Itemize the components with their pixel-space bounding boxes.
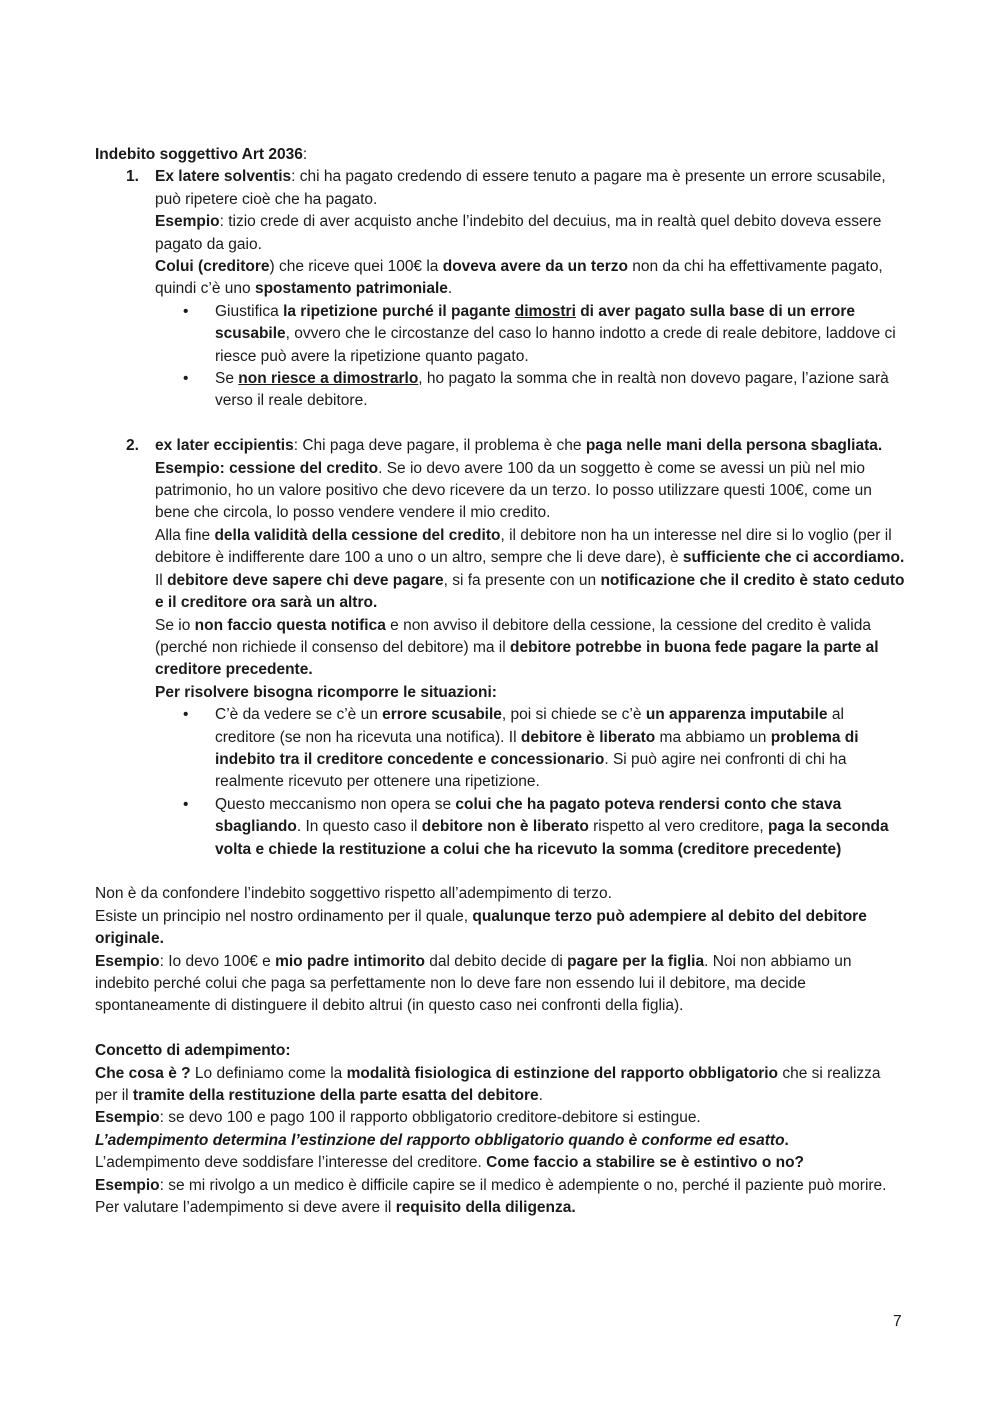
bold-text: debitore è liberato <box>520 728 656 746</box>
text: al creditore (se non ha ricevuta una notifica). Il <box>215 706 844 746</box>
paragraph <box>95 1152 907 1174</box>
bold-underline-text: non riesce a dimostrarlo <box>238 370 419 388</box>
text: , si fa presente con un <box>443 571 601 589</box>
paragraph <box>155 525 907 615</box>
paragraph <box>215 368 907 413</box>
text: e non avviso il debitore della cessione, la cessione del credito è valida (perché non richiede il consenso del debitore) ma il <box>155 616 871 656</box>
text: : tizio crede di aver acquisto anche l’indebito del decuius, ma in realtà quel debito doveva essere pagato da gaio. <box>155 213 882 253</box>
bullet-item <box>155 704 907 794</box>
text: Se io <box>155 616 195 634</box>
text: che si realizza per il <box>95 1064 881 1105</box>
text: Se <box>215 370 239 388</box>
text: : se devo 100 e pago 100 il rapporto obbligatorio creditore-debitore si estingue. <box>159 1109 701 1127</box>
text: Lo definiamo come la <box>190 1064 347 1082</box>
bold-text: tramite della restituzione della parte esatta del debitore <box>132 1087 539 1105</box>
bold-italic-text: L’adempimento determina l’estinzione del rapporto obbligatorio quando è conforme ed esatto <box>95 1131 785 1149</box>
paragraph <box>155 166 907 211</box>
bold-text: doveva avere da un terzo <box>442 258 628 276</box>
bold-text: notificazione che il credito è stato ceduto e il creditore ora sarà un altro. <box>155 571 905 612</box>
list-item-2 <box>95 435 907 861</box>
bold-text: paga la seconda volta e chiede la restituzione a colui che ha ricevuto la somma (creditore precedente) <box>215 818 889 858</box>
page-number: 7 <box>893 1313 902 1330</box>
heading-text: Indebito soggettivo Art 2036 <box>95 146 303 163</box>
paragraph <box>95 951 907 1018</box>
text: , il debitore non ha un interesse nel dire si lo voglio (per il debitore è indifferente dare 100 a uno o un altro, sempre che li deve dare), è <box>155 526 892 567</box>
paragraph <box>155 458 907 525</box>
paragraph <box>95 1130 907 1152</box>
bold-text: debitore potrebbe in buona fede pagare la parte al creditore precedente. <box>155 638 879 679</box>
spacer <box>95 1018 907 1040</box>
text: non da chi ha effettivamente pagato, quindi c’è uno <box>155 258 883 298</box>
paragraph <box>215 301 907 368</box>
text: Per valutare l’adempimento si deve avere il <box>95 1199 396 1217</box>
bold-text: paga nelle mani della persona sbagliata. <box>585 437 883 455</box>
text: ma abbiamo un <box>655 728 771 746</box>
bold-text: Che cosa è ? <box>95 1064 191 1082</box>
bold-text: della validità della cessione del credito <box>214 526 501 544</box>
bullet-list <box>155 301 907 413</box>
text: . In questo caso il <box>296 818 422 836</box>
bold-text: Ex latere solventis <box>155 168 292 186</box>
bold-text: pagare per la figlia <box>567 952 705 970</box>
bold-text: . <box>784 1131 789 1149</box>
bold-text: Esempio <box>155 213 220 231</box>
bullet-list <box>155 704 907 861</box>
paragraph <box>95 1063 907 1108</box>
bold-text: non faccio questa notifica <box>194 616 386 634</box>
text: Giustifica <box>215 302 284 320</box>
text: , ho pagato la somma che in realtà non dovevo pagare, l’azione sarà verso il reale debitore. <box>215 370 889 410</box>
text: Questo meccanismo non opera se <box>215 795 456 813</box>
bold-text: la ripetizione purché il pagante <box>283 302 515 320</box>
section-heading-adempimento <box>95 1040 907 1062</box>
bold-text: Per risolvere bisogna ricomporre le situazioni: <box>155 683 497 701</box>
bold-text: Esempio <box>95 1109 160 1127</box>
paragraph <box>95 906 907 951</box>
text: dal debito decide di <box>424 952 568 970</box>
bullet-item <box>155 301 907 368</box>
paragraph <box>155 435 907 457</box>
bold-text: ex later eccipientis <box>155 437 294 455</box>
spacer <box>95 413 907 435</box>
bullet-item <box>155 794 907 861</box>
bullet-icon: • <box>183 370 189 388</box>
bold-text: errore scusabile <box>382 706 502 724</box>
paragraph <box>155 256 907 301</box>
list-number: 1. <box>126 168 139 186</box>
text: : Chi paga deve pagare, il problema è che <box>293 437 586 455</box>
bold-text: sufficiente che ci accordiamo. <box>682 549 905 567</box>
bold-text: spostamento patrimoniale <box>254 280 448 298</box>
bullet-icon: • <box>183 706 189 724</box>
paragraph <box>215 704 907 794</box>
paragraph <box>95 1107 907 1129</box>
heading-suffix: : <box>302 146 308 163</box>
bold-text: Esempio <box>95 952 160 970</box>
bold-text: modalità fisiologica di estinzione del rapporto obbligatorio <box>346 1064 779 1082</box>
numbered-list <box>95 166 907 861</box>
text: . Se io devo avere 100 da un soggetto è come se avessi un più nel mio patrimonio, ho un valore positivo che devo ricevere da un terzo. Io posso utilizzare questi 100€, come un bene che circola, lo posso vendere vendere il mio credito. <box>155 459 872 522</box>
list-item-1 <box>95 166 907 412</box>
bullet-icon: • <box>183 795 189 813</box>
bullet-icon: • <box>183 302 189 320</box>
bold-text: Colui (creditore <box>155 258 270 276</box>
paragraph <box>95 1197 907 1219</box>
paragraph <box>155 211 907 256</box>
bold-text: di aver pagato sulla base di un errore scusabile <box>215 302 855 343</box>
bold-text: qualunque terzo può adempiere al debito del debitore originale. <box>95 907 867 948</box>
text: : Io devo 100€ e <box>159 952 276 970</box>
bold-text: Esempio: cessione del credito <box>155 459 379 477</box>
section-heading-indebito <box>95 144 907 166</box>
bold-underline-text: dimostri <box>514 302 576 320</box>
paragraph <box>155 615 907 682</box>
document-body <box>95 144 907 1219</box>
text: . <box>447 280 453 298</box>
heading-text: Concetto di adempimento: <box>95 1042 291 1060</box>
paragraph <box>215 794 907 861</box>
bold-text: debitore deve sapere chi deve pagare <box>167 571 444 589</box>
spacer <box>95 861 907 883</box>
bullet-item <box>155 368 907 413</box>
text: . <box>538 1087 543 1105</box>
bold-text: requisito della diligenza. <box>395 1199 576 1217</box>
text: C’è da vedere se c’è un <box>215 706 383 724</box>
bold-text: un apparenza imputabile <box>645 706 828 724</box>
text: , poi si chiede se c’è <box>501 706 646 724</box>
paragraph: Non è da confondere l’indebito soggettivo rispetto all’adempimento di terzo. <box>95 885 612 903</box>
text: . Noi non abbiamo un indebito perché colui che paga sa perfettamente non lo deve fare non essendo lui il debitore, ma decide spontaneamente di distinguere il debito altrui (in questo caso nei confronti della figlia). <box>95 952 852 1015</box>
text: . Si può agire nei confronti di chi ha realmente ricevuto per ottenere una ripetizione. <box>215 750 847 791</box>
text: rispetto al vero creditore, <box>588 818 769 836</box>
text: ) che riceve quei 100€ la <box>269 258 443 276</box>
text: Alla fine <box>155 526 215 544</box>
text: Esiste un principio nel nostro ordinamento per il quale, <box>95 907 473 925</box>
paragraph <box>95 1175 907 1197</box>
text: L’adempimento deve soddisfare l’interesse del creditore. <box>95 1154 487 1172</box>
bold-text: Esempio <box>95 1176 160 1194</box>
text: : chi ha pagato credendo di essere tenuto a pagare ma è presente un errore scusabile, può ripetere cioè che ha pagato. <box>155 168 886 208</box>
list-number: 2. <box>126 437 139 455</box>
text: Il <box>155 571 168 589</box>
paragraph <box>155 682 907 704</box>
bold-text: colui che ha pagato poteva rendersi conto che stava sbagliando <box>215 795 842 836</box>
bold-text: Come faccio a stabilire se è estintivo o no? <box>486 1154 805 1172</box>
text: : se mi rivolgo a un medico è difficile capire se il medico è adempiente o no, perché il paziente può morire. <box>159 1176 887 1194</box>
text: , ovvero che le circostanze del caso lo hanno indotto a crede di reale debitore, laddove ci riesce può avere la ripetizione quanto pagato. <box>215 325 896 365</box>
bold-text: debitore non è liberato <box>421 818 589 836</box>
bold-text: mio padre intimorito <box>275 952 425 970</box>
bold-text: problema di indebito tra il creditore concedente e concessionario <box>215 728 859 768</box>
